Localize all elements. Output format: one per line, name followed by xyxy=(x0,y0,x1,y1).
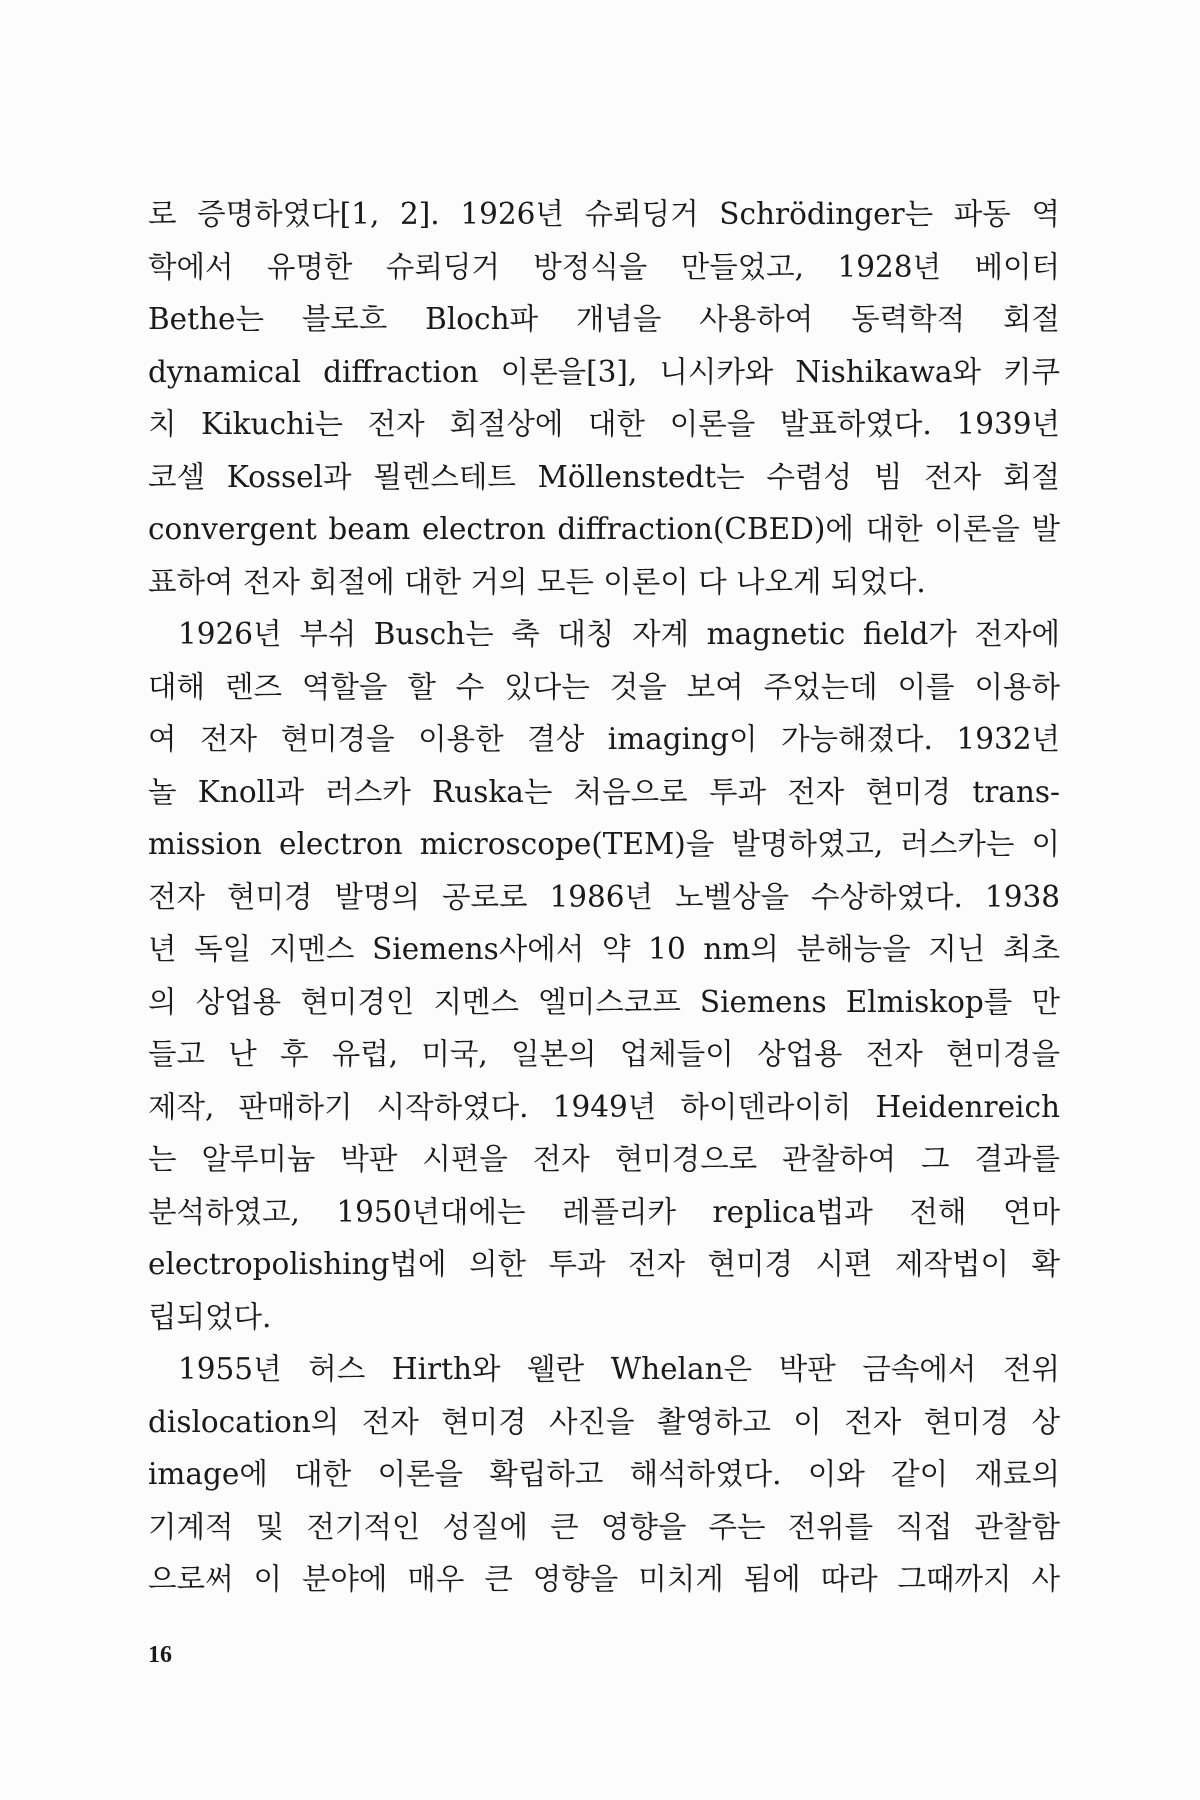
text-line: 년 독일 지멘스 Siemens사에서 약 10 nm의 분해능을 지닌 최초 xyxy=(148,932,1060,966)
text-line: 립되었다. xyxy=(148,1299,272,1334)
page-number: 16 xyxy=(148,1642,172,1668)
text-line: 놀 Knoll과 러스카 Ruska는 처음으로 투과 전자 현미경 trans- xyxy=(148,774,1060,809)
text-line: dynamical diffraction 이론을[3], 니시카와 Nishikawa와 키쿠 xyxy=(148,354,1060,389)
body-text xyxy=(148,188,1060,1606)
text-line: 분석하였고, 1950년대에는 레플리카 replica법과 전해 연마 xyxy=(148,1194,1060,1229)
text-line: 는 알루미늄 박판 시편을 전자 현미경으로 관찰하여 그 결과를 xyxy=(148,1142,1060,1176)
text-line: image에 대한 이론을 확립하고 해석하였다. 이와 같이 재료의 xyxy=(148,1457,1060,1491)
text-line: 전자 현미경 발명의 공로로 1986년 노벨상을 수상하였다. 1938 xyxy=(148,879,1060,914)
text-line: convergent beam electron diffraction(CBED)에 대한 이론을 발 xyxy=(148,512,1060,546)
text-line: 표하여 전자 회절에 대한 거의 모든 이론이 다 나오게 되었다. xyxy=(148,564,926,599)
text-line: 들고 난 후 유럽, 미국, 일본의 업체들이 상업용 전자 현미경을 xyxy=(148,1037,1060,1071)
text-line: 기계적 및 전기적인 성질에 큰 영향을 주는 전위를 직접 관찰함 xyxy=(148,1509,1060,1544)
text-line: dislocation의 전자 현미경 사진을 촬영하고 이 전자 현미경 상 xyxy=(148,1404,1060,1439)
text-line: 대해 렌즈 역할을 할 수 있다는 것을 보여 주었는데 이를 이용하 xyxy=(148,669,1060,704)
text-line: 1955년 허스 Hirth와 웰란 Whelan은 박판 금속에서 전위 xyxy=(178,1352,1060,1386)
text-line: 로 증명하였다[1, 2]. 1926년 슈뢰딩거 Schrödinger는 파동 역 xyxy=(148,197,1060,231)
text-line: 1926년 부쉬 Busch는 축 대칭 자계 magnetic field가 전자에 xyxy=(178,617,1060,651)
text-line: 으로써 이 분야에 매우 큰 영향을 미치게 됨에 따라 그때까지 사 xyxy=(148,1562,1060,1596)
text-line: electropolishing법에 의한 투과 전자 현미경 시편 제작법이 확 xyxy=(148,1247,1060,1281)
text-line: 여 전자 현미경을 이용한 결상 imaging이 가능해졌다. 1932년 xyxy=(148,722,1060,756)
text-line: 제작, 판매하기 시작하였다. 1949년 하이덴라이히 Heidenreich xyxy=(148,1089,1060,1124)
text-line: mission electron microscope(TEM)을 발명하였고, 러스카는 이 xyxy=(148,827,1060,861)
text-line: Bethe는 블로흐 Bloch파 개념을 사용하여 동력학적 회절 xyxy=(148,302,1060,336)
text-line: 학에서 유명한 슈뢰딩거 방정식을 만들었고, 1928년 베이터 xyxy=(148,249,1060,284)
text-line: 치 Kikuchi는 전자 회절상에 대한 이론을 발표하였다. 1939년 xyxy=(148,407,1060,441)
text-line: 의 상업용 현미경인 지멘스 엘미스코프 Siemens Elmiskop를 만 xyxy=(148,984,1060,1019)
text-line: 코셀 Kossel과 묄렌스테트 Möllenstedt는 수렴성 빔 전자 회절 xyxy=(148,459,1060,494)
